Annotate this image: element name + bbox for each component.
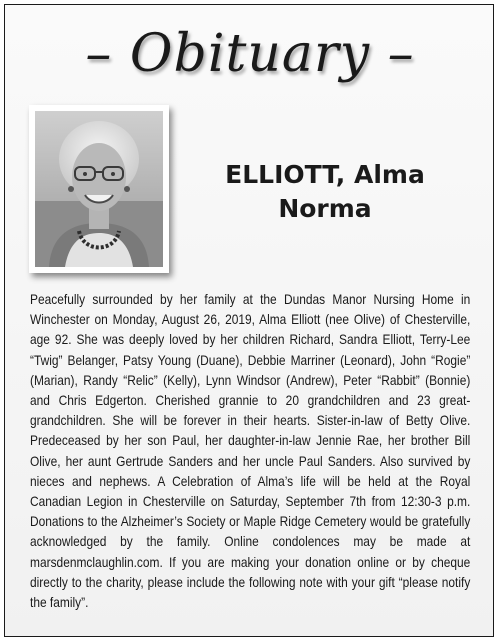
obituary-header	[5, 19, 495, 89]
deceased-name-line2: Norma	[278, 194, 372, 223]
portrait-photo-frame	[29, 105, 169, 273]
portrait-photo	[35, 111, 163, 267]
deceased-name	[200, 158, 450, 226]
obituary-body-text: Peacefully surrounded by her family at the Dundas Manor Nursing Home in Winchester on Monday, August 26, 2019, Alma Elliott (nee Olive) of Chesterville, age 92. She was deeply loved by her children Richard, Sandra Elliott, Terry-Lee “Twig” Belanger, Patsy Young (Duane), Debbie Marriner (Leonard), John “Rogie” (Marian), Randy “Relic” (Kelly), Lynn Windsor (Andrew), Peter “Rabbit” (Bonnie) and Chris Edgerton. Cherished grannie to 20 grandchildren and 23 great-grandchildren. She will be forever in their hearts. Sister-in-law of Betty Olive. Predeceased by her son Paul, her daughter-in-law Jennie Rae, her brother Bill Olive, her aunt Gertrude Sanders and her uncle Paul Sanders. Also survived by nieces and nephews. A Celebration of Alma’s life will be held at the Royal Canadian Legion in Chesterville on Saturday, September 7th from 12:30-3 p.m. Donations to the Alzheimer’s Society or Maple Ridge Cemetery would be gratefully acknowledged by the family. Online condolences may be made at marsdenmclaughlin.com. If you are making your donation online or by cheque directly to the charity, please include the following note with your gift “please notify the family”.	[30, 291, 471, 611]
obituary-notice	[4, 4, 494, 637]
deceased-name-line1: ELLIOTT, Alma	[225, 160, 425, 189]
obituary-title: – Obituary –	[85, 24, 415, 84]
portrait-photo-icon	[35, 111, 163, 267]
